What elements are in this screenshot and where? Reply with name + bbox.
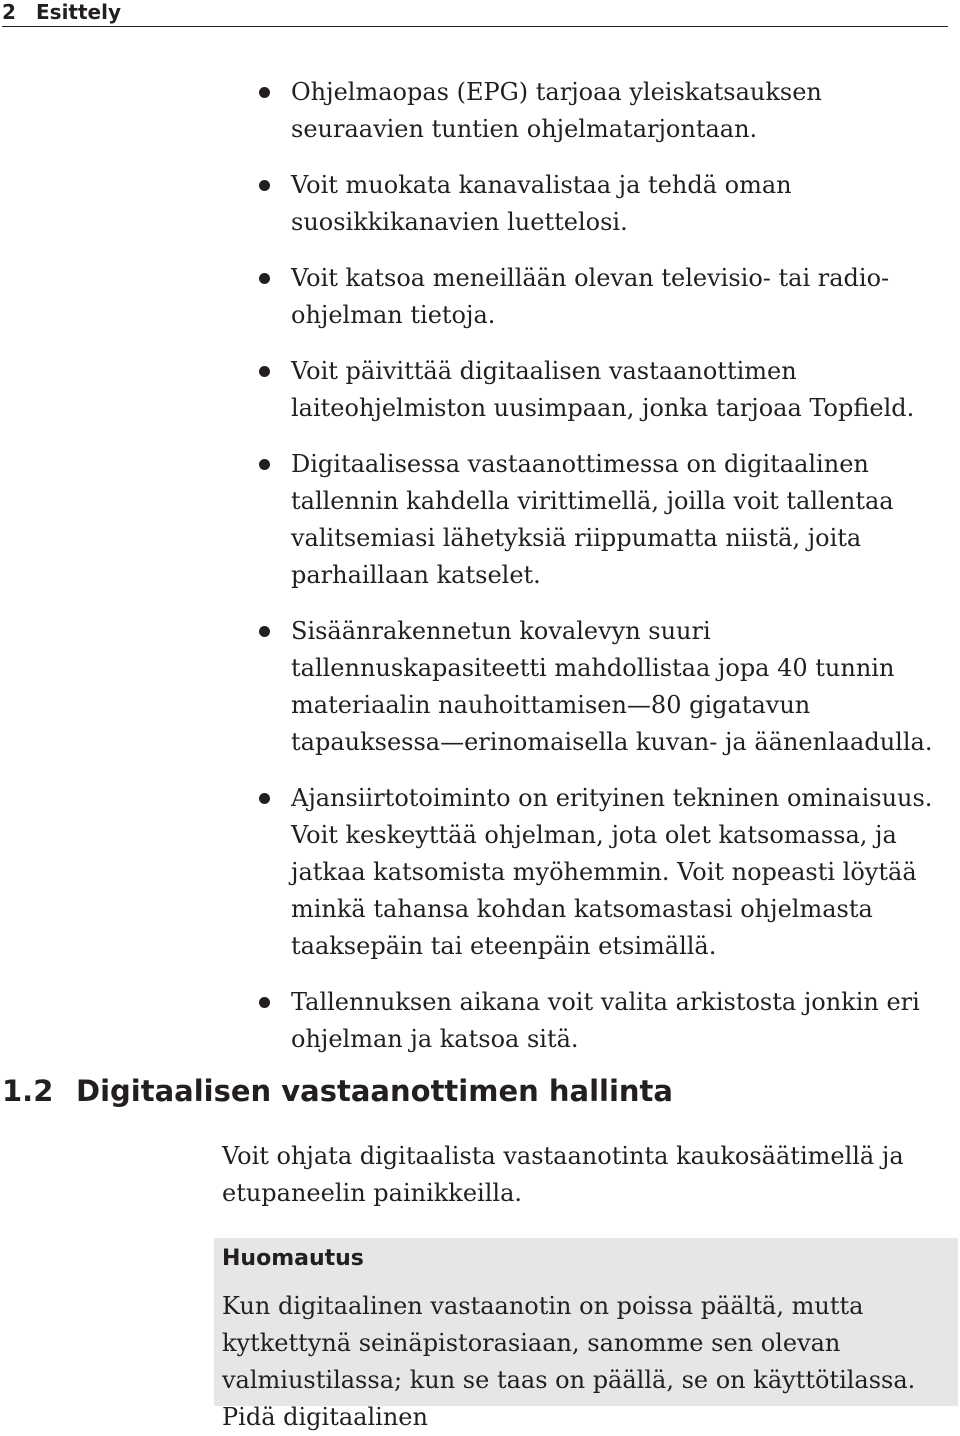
- list-item: [262, 446, 950, 594]
- bullet-icon: [259, 366, 270, 377]
- note-title: Huomautus: [222, 1246, 364, 1271]
- note-text: Kun digitaalinen vastaanotin on poissa päältä, mutta kytkettynä seinäpistorasiaan, sanomme sen olevan valmiustilassa; kun se taas on päällä, se on käyttötilassa. Pidä digitaalinen: [222, 1292, 916, 1431]
- bullet-icon: [259, 997, 270, 1008]
- bullet-icon: [259, 793, 270, 804]
- list-item: [262, 353, 950, 427]
- list-item-text: Digitaalisessa vastaanottimessa on digitaalinen tallennin kahdella virittimellä, joilla voit tallentaa valitsemiasi lähetyksiä riippumatta niistä, joita parhaillaan katselet.: [291, 450, 894, 589]
- chapter-title: Esittely: [36, 0, 121, 24]
- bullet-icon: [259, 459, 270, 470]
- list-item: [262, 74, 950, 148]
- bullet-icon: [259, 626, 270, 637]
- feature-list: [262, 74, 950, 1077]
- list-item-text: Ajansiirtotoiminto on erityinen tekninen ominaisuus. Voit keskeyttää ohjelman, jota olet katsomassa, ja jatkaa katsomista myöhemmin. Voit nopeasti löytää minkä tahansa kohdan katsomastasi ohjelmasta taaksepäin tai eteenpäin etsimällä.: [291, 784, 933, 960]
- list-item: [262, 167, 950, 241]
- list-item-text: Tallennuksen aikana voit valita arkistosta jonkin eri ohjelman ja katsoa sitä.: [291, 988, 920, 1053]
- list-item: [262, 260, 950, 334]
- list-item: [262, 984, 950, 1058]
- section-number: 1.2: [2, 1074, 54, 1108]
- list-item-text: Voit katsoa meneillään olevan televisio- tai radio-ohjelman tietoja.: [291, 264, 890, 329]
- list-item: [262, 613, 950, 761]
- note-box: [214, 1238, 958, 1431]
- list-item: [262, 780, 950, 965]
- bullet-icon: [259, 273, 270, 284]
- page-number: 2: [2, 0, 16, 24]
- list-item-text: Voit päivittää digitaalisen vastaanottimen laiteohjelmiston uusimpaan, jonka tarjoaa Topfield.: [291, 357, 915, 422]
- section-heading: [2, 1068, 673, 1114]
- list-item-text: Ohjelmaopas (EPG) tarjoaa yleiskatsauksen seuraavien tuntien ohjelmatarjontaan.: [291, 78, 822, 143]
- bullet-icon: [259, 87, 270, 98]
- running-header: [2, 0, 948, 27]
- section-intro: Voit ohjata digitaalista vastaanotinta kaukosäätimellä ja etupaneelin painikkeilla.: [222, 1142, 904, 1207]
- list-item-text: Voit muokata kanavalistaa ja tehdä oman suosikkikanavien luettelosi.: [291, 171, 792, 236]
- section-title: Digitaalisen vastaanottimen hallinta: [76, 1074, 673, 1108]
- list-item-text: Sisäänrakennetun kovalevyn suuri tallennuskapasiteetti mahdollistaa jopa 40 tunnin materiaalin nauhoittamisen—80 gigatavun tapauksessa—erinomaisella kuvan- ja äänenlaadulla.: [291, 617, 933, 756]
- bullet-icon: [259, 180, 270, 191]
